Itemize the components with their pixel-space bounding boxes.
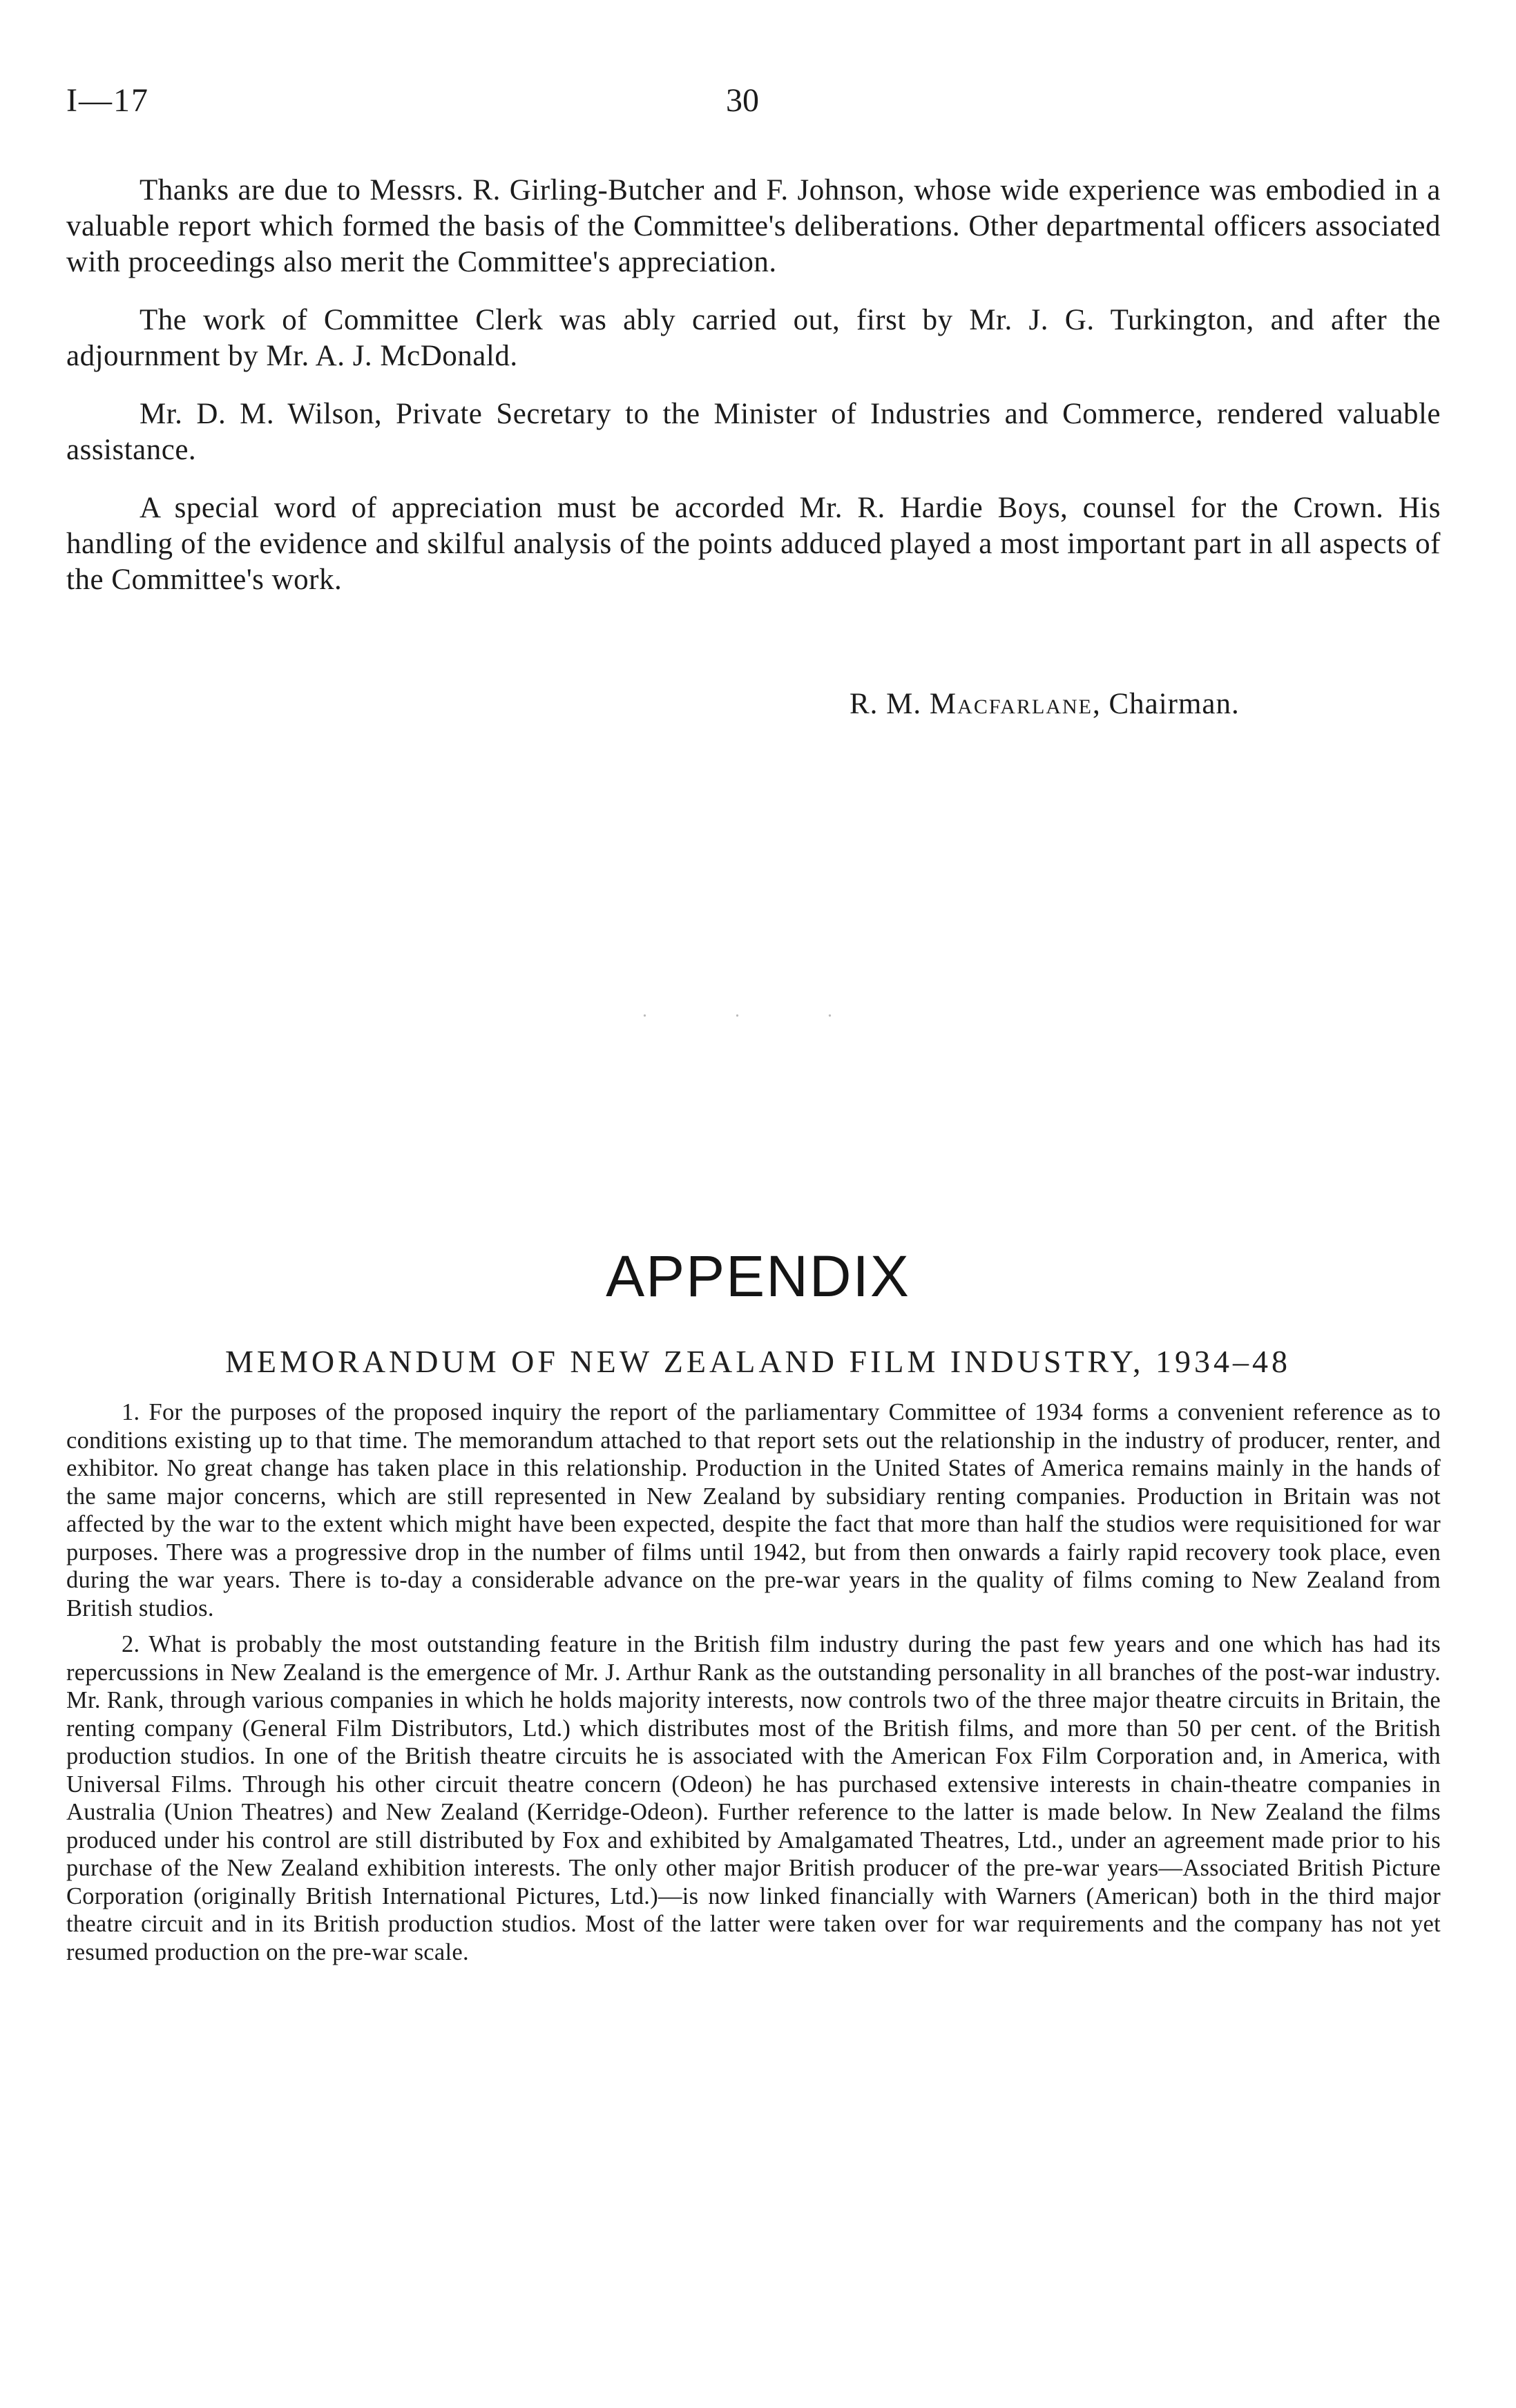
chairman-signature: R. M. Macfarlane, Chairman. bbox=[850, 688, 1240, 720]
memorandum-body bbox=[66, 1398, 1441, 1966]
signature-name: Macfarlane bbox=[929, 688, 1093, 720]
memorandum-paragraph: 2. What is probably the most outstanding feature in the British film industry during the past few years and one which has had its repercussions in New Zealand is the emergence of Mr. J. Arthur Rank as the outstanding personality in all branches of the post-war industry. Mr. Rank, through various companies in which he holds majority interests, now controls two of the three major theatre circuits in Britain, the renting company (General Film Distributors, Ltd.) which distributes most of the British films, and more than 50 per cent. of the British production studios. In one of the British theatre circuits he is associated with the American Fox Film Corporation and, in America, with Universal Films. Through his other circuit theatre concern (Odeon) he has purchased extensive interests in chain-theatre companies in Australia (Union Theatres) and New Zealand (Kerridge-Odeon). Further reference to the latter is made below. In New Zealand the films produced under his control are still distributed by Fox and exhibited by Amalgamated Theatres, Ltd., under an agreement made prior to his purchase of the New Zealand exhibition interests. The only other major British producer of the pre-war years—Associated British Picture Corporation (originally British International Pictures, Ltd.)—is now linked financially with Warners (American) both in the third major theatre circuit and in its British production studios. Most of the latter were taken over for war requirements and the company has not yet resumed production on the pre-war scale. bbox=[66, 1631, 1441, 1965]
acknowledgement-paragraph: Mr. D. M. Wilson, Private Secretary to the Minister of Industries and Commerce, rendered valuable assistance. bbox=[66, 398, 1441, 466]
document-reference: I—17 bbox=[66, 82, 149, 119]
memorandum-paragraph: 1. For the purposes of the proposed inquiry the report of the parliamentary Committee of 1934 forms a convenient reference as to conditions existing up to that time. The memorandum attached to that report sets out the relationship in the industry of producer, renter, and exhibitor. No great change has taken place in this relationship. Production in the United States of America remains mainly in the hands of the same major concerns, which are still represented in New Zealand by subsidiary renting companies. Production in Britain was not affected by the war to the extent which might have been expected, despite the fact that more than half the studios were requisitioned for war purposes. There was a progressive drop in the number of films until 1942, but from then onwards a fairly rapid recovery took place, even during the war years. There is to-day a considerable advance on the pre-war years in the quality of films coming to New Zealand from British studios. bbox=[66, 1399, 1441, 1621]
memorandum-heading: MEMORANDUM OF NEW ZEALAND FILM INDUSTRY, 1934–48 bbox=[225, 1344, 1291, 1379]
appendix-heading: APPENDIX bbox=[606, 1244, 910, 1309]
section-divider: . . . bbox=[642, 1000, 874, 1021]
page-header bbox=[66, 81, 1441, 137]
acknowledgement-paragraph: The work of Committee Clerk was ably carried out, first by Mr. J. G. Turkington, and after the adjournment by Mr. A. J. McDonald. bbox=[66, 304, 1441, 372]
page-number: 30 bbox=[726, 82, 759, 119]
signature-role: Chairman. bbox=[1109, 688, 1240, 720]
acknowledgements-section bbox=[66, 173, 1441, 598]
acknowledgement-paragraph: Thanks are due to Messrs. R. Girling-Butcher and F. Johnson, whose wide experience was embodied in a valuable report which formed the basis of the Committee's deliberations. Other departmental officers associated with proceedings also merit the Committee's appreciation. bbox=[66, 174, 1441, 278]
signature-initials: R. M. bbox=[850, 688, 922, 720]
acknowledgement-paragraph: A special word of appreciation must be accorded Mr. R. Hardie Boys, counsel for the Crown. His handling of the evidence and skilful analysis of the points adduced played a most important part in all aspects of the Committee's work. bbox=[66, 492, 1441, 596]
